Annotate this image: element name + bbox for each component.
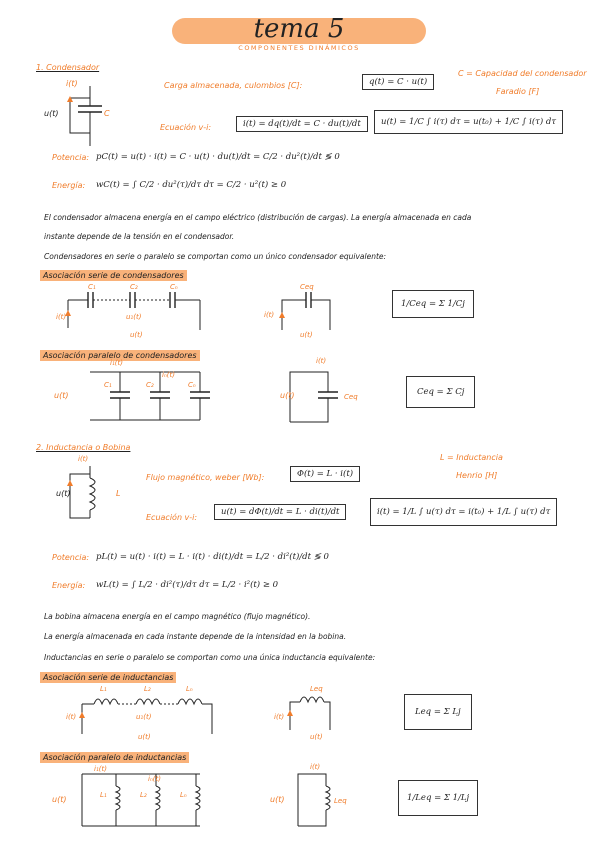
inductor-parallel-title: Asociación paralelo de inductancias xyxy=(40,752,189,763)
series-eq-current: i(t) xyxy=(264,311,275,319)
series-ind-l1: L₁ xyxy=(100,685,107,693)
inductor-text-3: Inductancias en serie o paralelo se comportan como una única inductancia equivalente: xyxy=(44,653,376,662)
series-ind-l2: L₂ xyxy=(144,685,151,693)
inductor-energy-equation: wL(t) = ∫ L/2 · di²(τ)/dτ dτ = L/2 · i²(t) ≥ 0 xyxy=(96,580,279,590)
series-cap-label-1: C₁ xyxy=(88,283,96,291)
inductor-current-label: i(t) xyxy=(78,455,89,463)
parallel-ind-eq-current: i(t) xyxy=(310,763,321,771)
series-cap-u1: u₁(t) xyxy=(126,313,142,321)
series-cap-label-2: C₂ xyxy=(130,283,138,291)
series-ind-u1: u₁(t) xyxy=(136,713,152,721)
series-ind-u: u(t) xyxy=(138,733,151,741)
farad-definition: Faradio [F] xyxy=(496,87,540,96)
capacitor-vi-equation: i(t) = dq(t)/dt = C · du(t)/dt xyxy=(236,116,368,132)
capacitor-voltage-label: u(t) xyxy=(44,109,59,118)
series-capacitor-formula: 1/Ceq = Σ 1/Cj xyxy=(392,290,474,318)
parallel-inductor-formula: 1/Leq = Σ 1/Lj xyxy=(398,780,478,816)
parallel-cap-c2: C₂ xyxy=(146,381,154,389)
inductor-text-2: La energía almacenada en cada instante depende de la intensidad en la bobina. xyxy=(44,632,347,641)
page-title: tema 5 xyxy=(253,14,345,44)
parallel-ind-l1: L₁ xyxy=(100,791,107,799)
parallel-cap-in: iₙ(t) xyxy=(162,371,175,379)
capacitor-power-equation: pC(t) = u(t) · i(t) = C · u(t) · du(t)/dt = C/2 · du²(t)/dt ≶ 0 xyxy=(96,152,340,162)
capacitor-text-3: Condensadores en serie o paralelo se comportan como un único condensador equivalente: xyxy=(44,252,387,261)
parallel-cap-i1: i₁(t) xyxy=(110,359,123,367)
series-ind-eq-current: i(t) xyxy=(274,713,285,721)
capacitor-power-label: Potencia: xyxy=(52,153,90,162)
series-eq-voltage: u(t) xyxy=(300,331,313,339)
inductor-series-title: Asociación serie de inductancias xyxy=(40,672,176,683)
inductor-vi-label: Ecuación v-i: xyxy=(146,513,198,522)
capacitor-current-label: i(t) xyxy=(66,79,78,88)
capacitor-parallel-title: Asociación paralelo de condensadores xyxy=(40,350,200,361)
parallel-ind-in: iₙ(t) xyxy=(148,775,161,783)
parallel-ind-i1: i₁(t) xyxy=(94,765,107,773)
parallel-cap-c1: C₁ xyxy=(104,381,112,389)
inductor-integral-equation: i(t) = 1/L ∫ u(τ) dτ = i(t₀) + 1/L ∫ u(τ) dτ xyxy=(370,498,557,526)
capacitor-series-title: Asociación serie de condensadores xyxy=(40,270,187,281)
parallel-leq-label: Leq xyxy=(334,797,347,805)
series-cap-current: i(t) xyxy=(56,313,67,321)
capacitor-integral-equation: u(t) = 1/C ∫ i(τ) dτ = u(t₀) + 1/C ∫ i(τ) dτ xyxy=(374,110,563,134)
inductor-parallel-circuit xyxy=(80,772,210,830)
inductor-parallel-equivalent xyxy=(296,772,336,830)
series-inductor-formula: Leq = Σ Lj xyxy=(404,694,472,730)
capacitor-vi-label: Ecuación v-i: xyxy=(160,123,212,132)
parallel-cap-voltage: u(t) xyxy=(54,391,69,400)
inductor-energy-label: Energía: xyxy=(52,581,86,590)
series-cap-u: u(t) xyxy=(130,331,143,339)
parallel-ind-l2: L₂ xyxy=(140,791,147,799)
parallel-ceq-label: Ceq xyxy=(344,393,358,401)
section-heading-inductor: 2. Inductancia o Bobina xyxy=(36,443,131,452)
parallel-eq-voltage: u(t) xyxy=(280,391,295,400)
inductor-vi-equation: u(t) = dΦ(t)/dt = L · di(t)/dt xyxy=(214,504,346,520)
series-cap-label-n: Cₙ xyxy=(170,283,178,291)
parallel-eq-current: i(t) xyxy=(316,357,327,365)
capacitance-definition: C = Capacidad del condensador xyxy=(458,69,587,78)
capacitor-energy-equation: wC(t) = ∫ C/2 · du²(τ)/dτ dτ = C/2 · u²(t) ≥ 0 xyxy=(96,180,287,190)
capacitor-text-2: instante depende de la tensión en el condensador. xyxy=(44,232,235,241)
capacitor-text-1: El condensador almacena energía en el campo eléctrico (distribución de cargas). La energía almacenada en cada xyxy=(44,213,472,222)
flux-label: Flujo magnético, weber [Wb]: xyxy=(146,473,265,482)
capacitor-energy-label: Energía: xyxy=(52,181,86,190)
series-ind-eq-voltage: u(t) xyxy=(310,733,323,741)
parallel-cap-cn: Cₙ xyxy=(188,381,196,389)
series-ind-ln: Lₙ xyxy=(186,685,193,693)
page-subtitle: COMPONENTES DINÁMICOS xyxy=(238,44,360,52)
inductor-power-label: Potencia: xyxy=(52,553,90,562)
capacitor-parallel-equivalent xyxy=(288,368,338,428)
parallel-ind-ln: Lₙ xyxy=(180,791,187,799)
charge-equation: q(t) = C · u(t) xyxy=(362,74,434,90)
series-ind-current: i(t) xyxy=(66,713,77,721)
parallel-ind-voltage: u(t) xyxy=(52,795,67,804)
inductor-l-label: L xyxy=(116,489,121,498)
capacitor-parallel-circuit xyxy=(80,368,210,428)
inductance-definition: L = Inductancia xyxy=(440,453,503,462)
inductor-voltage-label: u(t) xyxy=(56,489,71,498)
flux-equation: Φ(t) = L · i(t) xyxy=(290,466,360,482)
henry-definition: Henrio [H] xyxy=(456,471,498,480)
inductor-text-1: La bobina almacena energía en el campo magnético (flujo magnético). xyxy=(44,612,311,621)
series-ceq-label: Ceq xyxy=(300,283,314,291)
parallel-ind-eq-voltage: u(t) xyxy=(270,795,285,804)
charge-label: Carga almacenada, culombios [C]: xyxy=(164,81,303,90)
inductor-power-equation: pL(t) = u(t) · i(t) = L · i(t) · di(t)/dt = L/2 · di²(t)/dt ≶ 0 xyxy=(96,552,329,562)
series-leq-label: Leq xyxy=(310,685,323,693)
section-heading-capacitor: 1. Condensador xyxy=(36,63,100,72)
capacitor-c-label: C xyxy=(104,109,110,118)
parallel-capacitor-formula: Ceq = Σ Cj xyxy=(406,376,475,408)
